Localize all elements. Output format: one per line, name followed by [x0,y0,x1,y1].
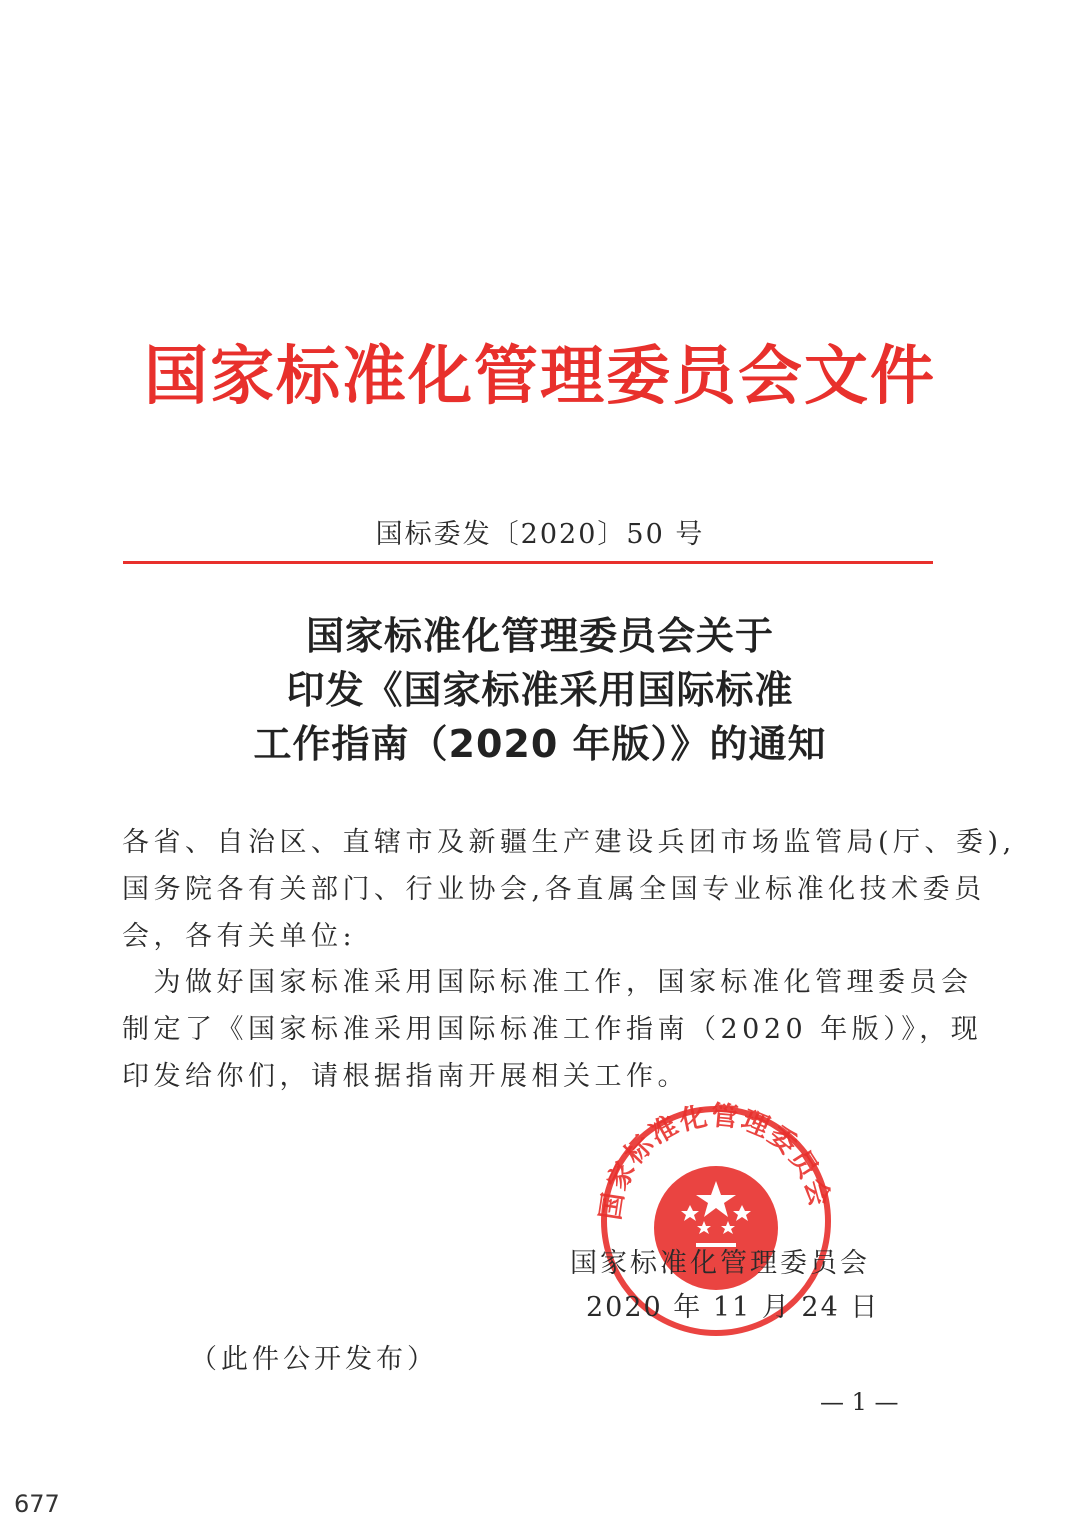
seal-text: 国家标准化管理委员会 [595,1100,836,1223]
document-header-title: 国家标准化管理委员会文件 [144,340,936,414]
body-line: 国务院各有关部门、行业协会,各直属全国专业标准化技术委员 [122,874,986,905]
page-number: — 1 — [820,1388,899,1416]
public-release-note: （此件公开发布） [190,1344,438,1375]
signer-name: 国家标准化管理委员会 [570,1248,870,1279]
body-line: 制定了《国家标准采用国际标准工作指南（2020 年版）》，现 [122,1014,983,1045]
body-line: 会，各有关单位: [122,921,357,952]
document-number: 国标委发〔2020〕50 号 [375,519,705,550]
body-line: 印发给你们，请根据指南开展相关工作。 [122,1061,689,1092]
notice-title-line-3: 工作指南（2020 年版）》的通知 [253,722,827,766]
notice-title-line-1: 国家标准化管理委员会关于 [305,614,774,658]
red-divider [123,561,933,564]
body-line: 为做好国家标准采用国际标准工作，国家标准化管理委员会 [122,967,973,998]
signature-date: 2020 年 11 月 24 日 [586,1292,880,1323]
notice-title-line-2: 印发《国家标准采用国际标准 [286,668,794,712]
handwritten-mark: 677 [14,1490,60,1518]
body-line: 各省、自治区、直辖市及新疆生产建设兵团市场监管局(厅、委), [122,827,1016,858]
